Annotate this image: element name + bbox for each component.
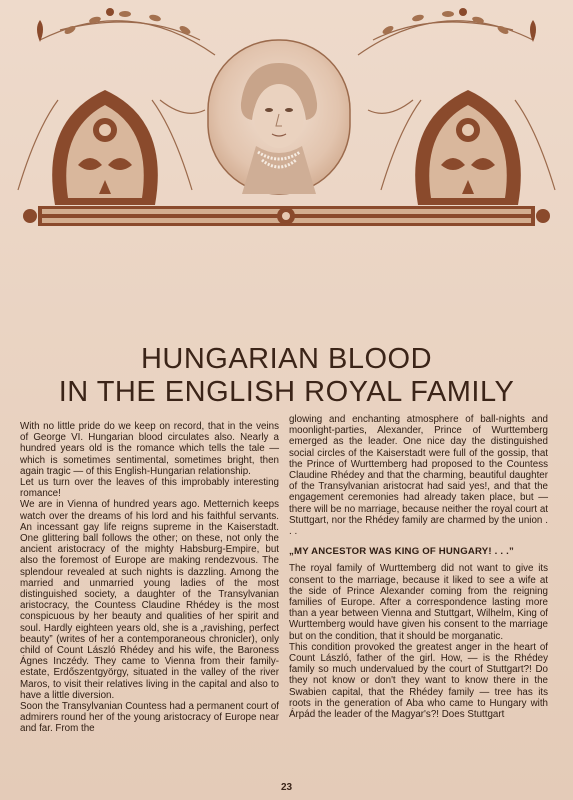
right-column — [289, 414, 548, 720]
left-folk-ornament — [18, 90, 192, 205]
paragraph: We are in Vienna of hundred years ago. Metternich keeps watch over the dreams of his lord and his faithful servants. An incessant gay life reigns supreme in the Kaiserstadt. One glittering ball follows the other; on these, not only the ancient aristocracy of the mighty Habsburg-Empire, but also the foremost of Europe are making rendezvous. The splendour revealed at such nights is dazzling. Among the married and unmarried young ladies of the most distinguished society, a daughter of the Transylvanian aristocracy, the Countess Claudine Rhédey is the most conspicuous by her beauty and qualities of her spirit and soul. Hardly eighteen years old, she is a „ravishing, perfect beauty” (writes of her a contemporaneous chronicler), only child of Count László Rhédey and his wife, the Baroness Ágnes Inczédy. They came to Vienna from their family-estate, Erdőszentgyörgy, situated in the valley of the river Maros, to visit their relatives living in the capital and also to have a little diversion. — [20, 499, 279, 701]
paragraph: Let us turn over the leaves of this improbably interesting romance! — [20, 477, 279, 500]
page-number: 23 — [280, 782, 293, 793]
title-line-2: IN THE ENGLISH ROYAL FAMILY — [58, 376, 515, 408]
paragraph: With no little pride do we keep on record, that in the veins of George VI. Hungarian blood circulates also. Nearly a hundred years old is the romance which tells the tale — which is sometimes sentimental, sometimes bright, then again tragic — of this English-Hungarian relationship. — [20, 421, 279, 477]
article-title — [0, 343, 573, 409]
paragraph: glowing and enchanting atmosphere of ball-nights and moonlight-parties, Alexander, Prince of Wurttemberg emerged as the leader. One nice day the distinguished social circles of the Kaiserstadt were full of the gossip, that the Prince of Wurttemberg had proposed to the Countess Claudine Rhédey and that the charming, beautiful daughter of the Transylvanian aristocrat had said yes!, and that the engagement ceremonies had already taken place, but — there will be no marriage, because neither the royal court at Stuttgart, nor the Rhédey family are charmed by the union . . . — [289, 414, 548, 538]
paragraph: This condition provoked the greatest anger in the heart of Count László, father of the girl. How, — is the Rhédey family so much undervalued by the court of Stuttgart?! Do they not know or don't they want to know there in the Swabien capital, that the Rhédey family — tree has its roots in the generation of Aba who came to Hungary with Árpád the leader of the Magyar's?! Does Stuttgart — [289, 641, 548, 721]
section-subheading: „MY ANCESTOR WAS KING OF HUNGARY! . . .” — [289, 546, 514, 558]
tulip-ornament — [37, 8, 536, 42]
right-folk-ornament — [381, 90, 555, 205]
ornamental-band — [23, 206, 550, 226]
paragraph: The royal family of Wurttemberg did not want to give its consent to the marriage, because it liked to see a wife at the side of Prince Alexander coming from the reigning families of Europe. After a correspondence lasting more than a year between Vienna and Stuttgart, Wilhelm, King of Wurttemberg would have given his consent to the marriage but on the condition, that it should be morganatic. — [289, 563, 548, 642]
portrait-photo — [206, 38, 352, 196]
paragraph: Soon the Transylvanian Countess had a permanent court of admirers round her of the young aristocracy of Europe near and far. From the — [20, 701, 279, 735]
title-line-1: HUNGARIAN BLOOD — [140, 343, 433, 375]
left-column — [20, 421, 279, 735]
